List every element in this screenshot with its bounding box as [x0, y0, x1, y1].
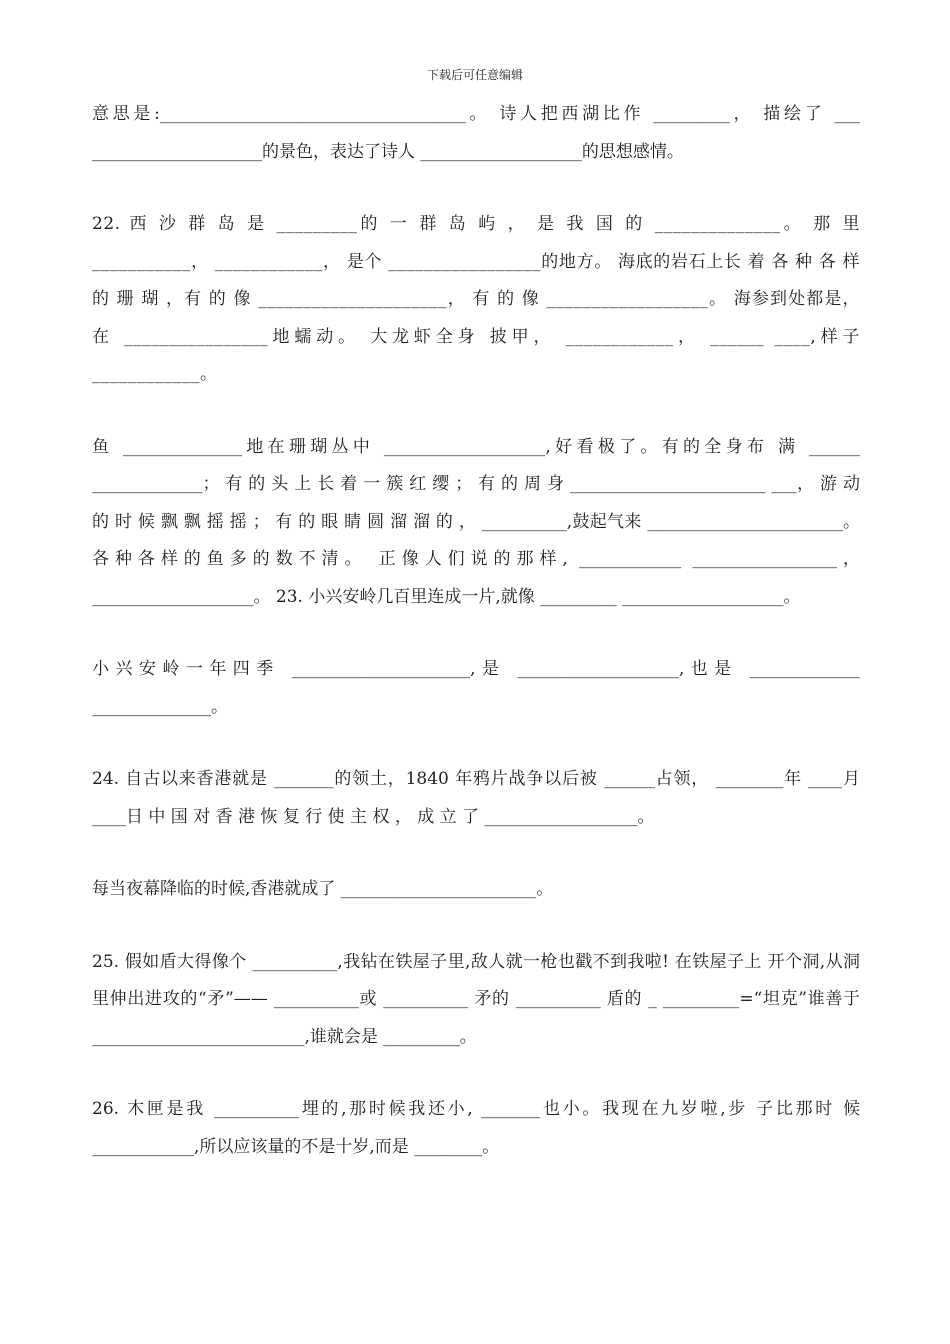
question-25: 25. 假如盾大得像个 __________,我钻在铁屋子里,敌人就一枪也戳不到我啦! 在铁屋子上 开个洞,从洞里伸出进攻的“矛”—— __________或 __________ 矛的 __________ 盾的 _ _________=“坦克”谁善于 _________________________,谁就会是 _________。	[92, 951, 860, 1047]
question-22: 22. 西 沙 群 岛 是 _________的 一 群 岛 屿 ， 是 我 国 的 ______________。 那 里 ___________， ____________， 是个 _________________的地方。 海底的岩石上长 着 各 种 各 样 的 珊 瑚 ，有 的 像 _____________________， 有 的 像 __________________。 海参到处都是， 在 ________________地蠕动。 大龙虾全身 披甲， ____________， ______ ____,样子 ____________。	[92, 214, 860, 384]
question-26: 26. 木匣是我 __________埋的,那时候我还小, _______也小。我现在九岁啦,步 子比那时 候 ____________,所以应该量的不是十岁,而是 ________。	[92, 1099, 860, 1157]
question-23-seasons: 小兴安岭一年四季 _____________________,是 ___________________,也是 _____________ ______________。	[92, 659, 860, 717]
question-24: 24. 自古以来香港就是 _______的领土，1840 年鸦片战争以后被 ______占领， ________年 ____月 ____日 中 国 对 香 港 恢 复 行 使 主 权 ， 成 立 了 __________________。	[92, 769, 860, 827]
paragraph-poem-meaning: 意思是:____________________________________。 诗人把西湖比作 _________， 描绘了 ___ ____________________的景色，表达了诗人 ___________________的思想感情。	[92, 104, 860, 162]
page-header: 下载后可任意编辑	[426, 68, 523, 82]
question-24-night: 每当夜幕降临的时候,香港就成了 _______________________。	[92, 879, 554, 899]
worksheet-body	[92, 96, 860, 1166]
question-22-fish: 鱼 ______________地在珊瑚丛中 ___________________,好看极了。有的全身布 满 ______ _____________； 有 的 头 上 长 着 一 簇 红 缨 ； 有 的 周 身 _______________________ ___， 游 动 的 时 候 飘 飘 摇 摇 ； 有 的 眼 睛 圆 溜 溜 的 ， __________,鼓起气来 _______________________。各种各样的鱼多的数不清。 正像人们说的那样, ____________ _________________， ___________________。 23. 小兴安岭几百里连成一片,就像 _________ ___________________。	[92, 436, 860, 607]
